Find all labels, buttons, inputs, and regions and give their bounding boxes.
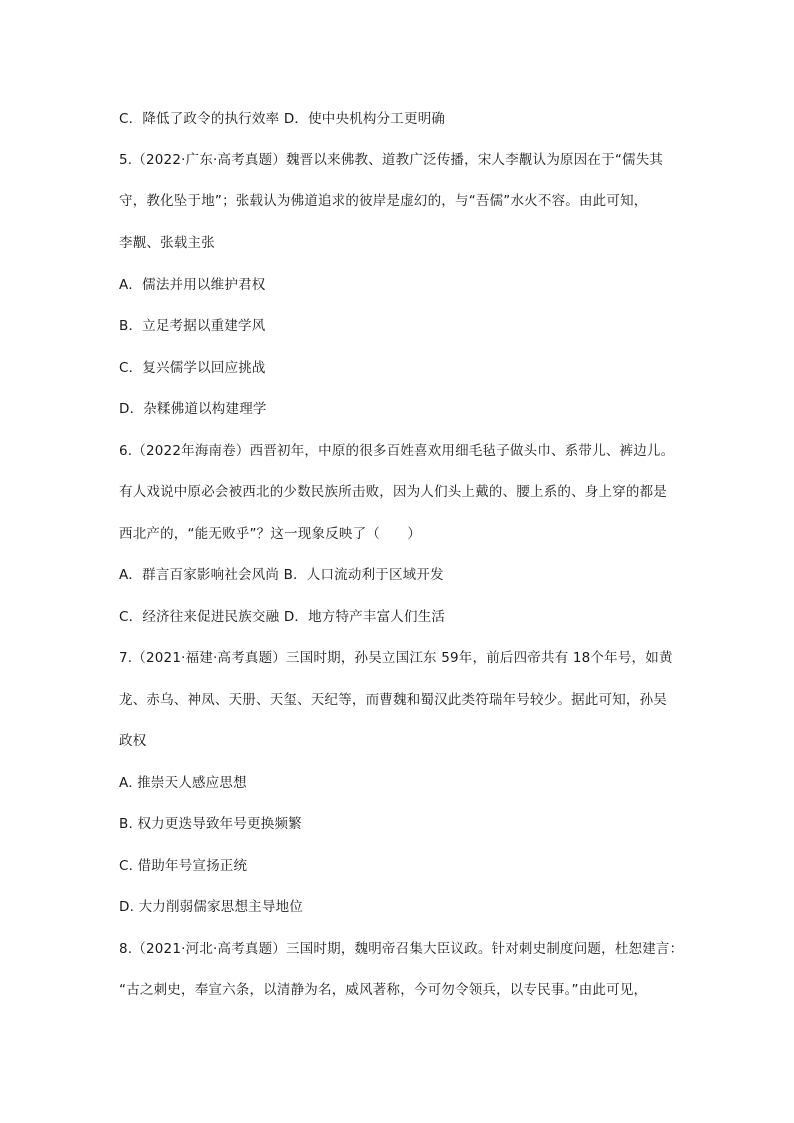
q7-stem-line-2: 龙、赤乌、神凤、天册、天玺、天纪等，而曹魏和蜀汉此类符瑞年号较少。据此可知，孙吴 xyxy=(119,692,667,708)
q7-option-c: C. 借助年号宣扬正统 xyxy=(119,858,248,874)
q5-option-a: A．儒法并用以维护君权 xyxy=(119,277,266,293)
q6-stem-line-3: 西北产的，“能无败乎”？这一现象反映了（ ） xyxy=(119,526,422,542)
q8-stem-line-2: “古之刺史，奉宣六条，以清静为名，威风著称，今可勿令领兵，以专民事。”由此可见， xyxy=(119,982,648,998)
q6-options-cd: C．经济往来促进民族交融 D．地方特产丰富人们生活 xyxy=(119,609,446,625)
q5-option-b: B．立足考据以重建学风 xyxy=(119,318,266,334)
q7-option-d: D. 大力削弱儒家思想主导地位 xyxy=(119,899,303,915)
q4-options-cd: C．降低了政令的执行效率 D．使中央机构分工更明确 xyxy=(119,111,446,127)
q5-option-c: C．复兴儒学以回应挑战 xyxy=(119,360,266,376)
q8-stem-line-1: 8.（2021·河北·高考真题）三国时期，魏明帝召集大臣议政。针对刺史制度问题，杜恕建言： xyxy=(119,941,684,957)
q6-stem-line-2: 有人戏说中原必会被西北的少数民族所击败，因为人们头上戴的、腰上系的、身上穿的都是 xyxy=(119,484,667,500)
q7-stem-line-1: 7.（2021·福建·高考真题）三国时期，孙吴立国江东 59年，前后四帝共有 18个年号，如黄 xyxy=(119,650,673,666)
q5-stem-line-1: 5.（2022·广东·高考真题）魏晋以来佛教、道教广泛传播，宋人李觏认为原因在于“儒失其 xyxy=(119,152,664,168)
q5-stem-line-2: 守，教化坠于地”；张载认为佛道追求的彼岸是虚幻的，与“吾儒”水火不容。由此可知， xyxy=(119,193,648,209)
q6-options-ab: A．群言百家影响社会风尚 B．人口流动利于区域开发 xyxy=(119,567,444,583)
q7-option-a: A. 推崇天人感应思想 xyxy=(119,775,247,791)
q5-option-d: D．杂糅佛道以构建理学 xyxy=(119,401,267,417)
q7-option-b: B. 权力更迭导致年号更换频繁 xyxy=(119,816,302,832)
q6-stem-line-1: 6.（2022年海南卷）西晋初年，中原的很多百姓喜欢用细毛毡子做头巾、系带儿、裤边儿。 xyxy=(119,443,675,459)
q5-stem-line-3: 李觏、张载主张 xyxy=(119,235,215,251)
q7-stem-line-3: 政权 xyxy=(119,733,147,749)
